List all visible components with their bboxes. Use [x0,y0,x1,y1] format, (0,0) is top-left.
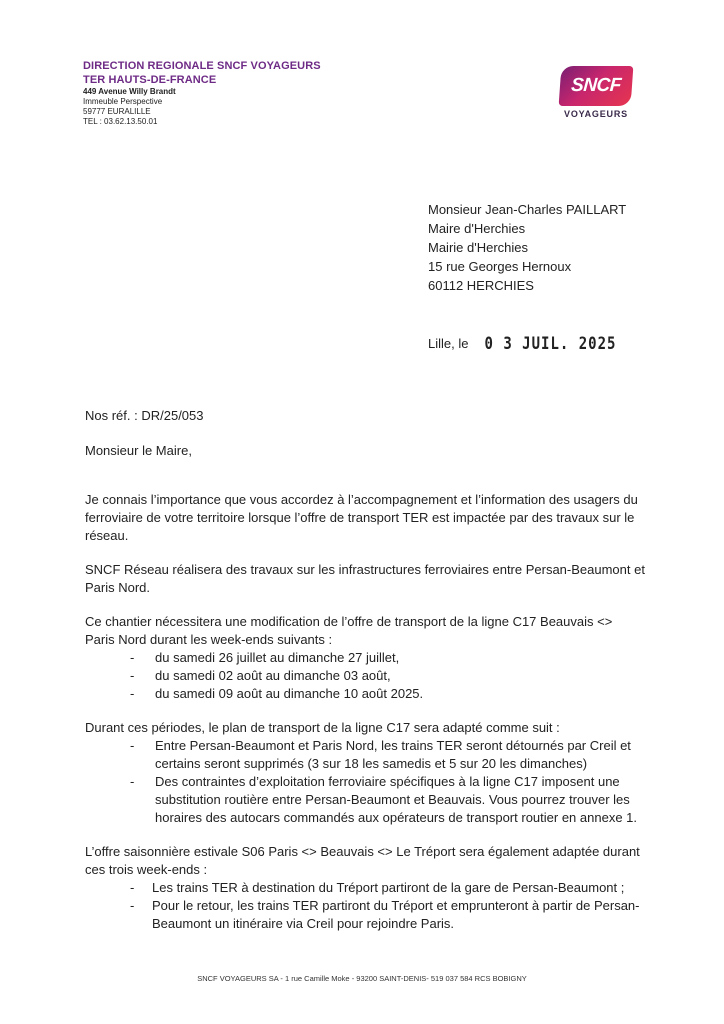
list-item: - Entre Persan-Beaumont et Paris Nord, les trains TER seront détournés par Creil et certains seront supprimés (3 sur 18 les samedis et 5 sur 20 les dimanches) [85,737,645,773]
recipient-line: Monsieur Jean-Charles PAILLART [428,202,627,217]
date-stamp: 0 3 JUIL. 2025 [484,334,617,354]
sender-phone: TEL : 03.62.13.50.01 [83,117,158,126]
sncf-logo [558,66,634,119]
date-place: Lille, le [428,336,469,351]
paragraph: Durant ces périodes, le plan de transport de la ligne C17 sera adapté comme suit : [85,720,560,735]
sender-block [83,59,321,127]
sender-org-line2: TER HAUTS-DE-FRANCE [83,74,217,86]
list-item: - Pour le retour, les trains TER partiront du Tréport et emprunteront à partir de Persan-Beaumont un itinéraire via Creil pour rejoindre Paris. [85,897,645,933]
recipient-line: 60112 HERCHIES [428,278,534,293]
paragraph: L’offre saisonnière estivale S06 Paris <> Beauvais <> Le Tréport sera également adaptée durant ces trois week-ends : [85,844,640,877]
legal-footer: SNCF VOYAGEURS SA - 1 rue Camille Moke - 93200 SAINT-DENIS- 519 037 584 RCS BOBIGNY [197,974,527,983]
list-item: - du samedi 26 juillet au dimanche 27 juillet, [85,649,645,667]
dateline [428,336,616,352]
list-item: - du samedi 02 août au dimanche 03 août, [85,667,645,685]
recipient-block [428,200,626,295]
logo-subtitle: VOYAGEURS [564,109,628,119]
sender-address-line: 59777 EURALILLE [83,107,151,116]
sender-org-line1: DIRECTION REGIONALE SNCF VOYAGEURS [83,60,321,72]
c17-adaptation-list [85,737,645,827]
sender-address-line: Immeuble Perspective [83,97,163,106]
s06-adaptation-list [85,879,645,933]
recipient-line: Mairie d'Herchies [428,240,529,255]
recipient-line: 15 rue Georges Hernoux [428,259,572,274]
paragraph: SNCF Réseau réalisera des travaux sur les infrastructures ferroviaires entre Persan-Beaumont et Paris Nord. [85,562,645,595]
logo-text: SNCF [570,75,622,96]
reference: Nos réf. : DR/25/053 [85,408,204,423]
list-item: - Les trains TER à destination du Tréport partiront de la gare de Persan-Beaumont ; [85,879,645,897]
sncf-logo-icon [559,66,634,106]
weekend-list [85,649,645,703]
paragraph: Ce chantier nécessitera une modification de l’offre de transport de la ligne C17 Beauvais <> Paris Nord durant les week-ends suivants : [85,614,613,647]
sender-address-line: 449 Avenue Willy Brandt [83,87,176,96]
recipient-line: Maire d'Herchies [428,221,526,236]
list-item: - Des contraintes d’exploitation ferroviaire spécifiques à la ligne C17 imposent une substitution routière entre Persan-Beaumont et Beauvais. Vous pourrez trouver les horaires des autocars commandés aux opérateurs de transport routier en annexe 1. [85,773,645,827]
letter-body [85,407,645,949]
paragraph: Je connais l’importance que vous accordez à l’accompagnement et l’information des usagers du ferroviaire de votre territoire lorsque l’offre de transport TER est impactée par des travaux sur le réseau. [85,492,638,543]
list-item: - du samedi 09 août au dimanche 10 août 2025. [85,685,645,703]
salutation: Monsieur le Maire, [85,443,192,458]
